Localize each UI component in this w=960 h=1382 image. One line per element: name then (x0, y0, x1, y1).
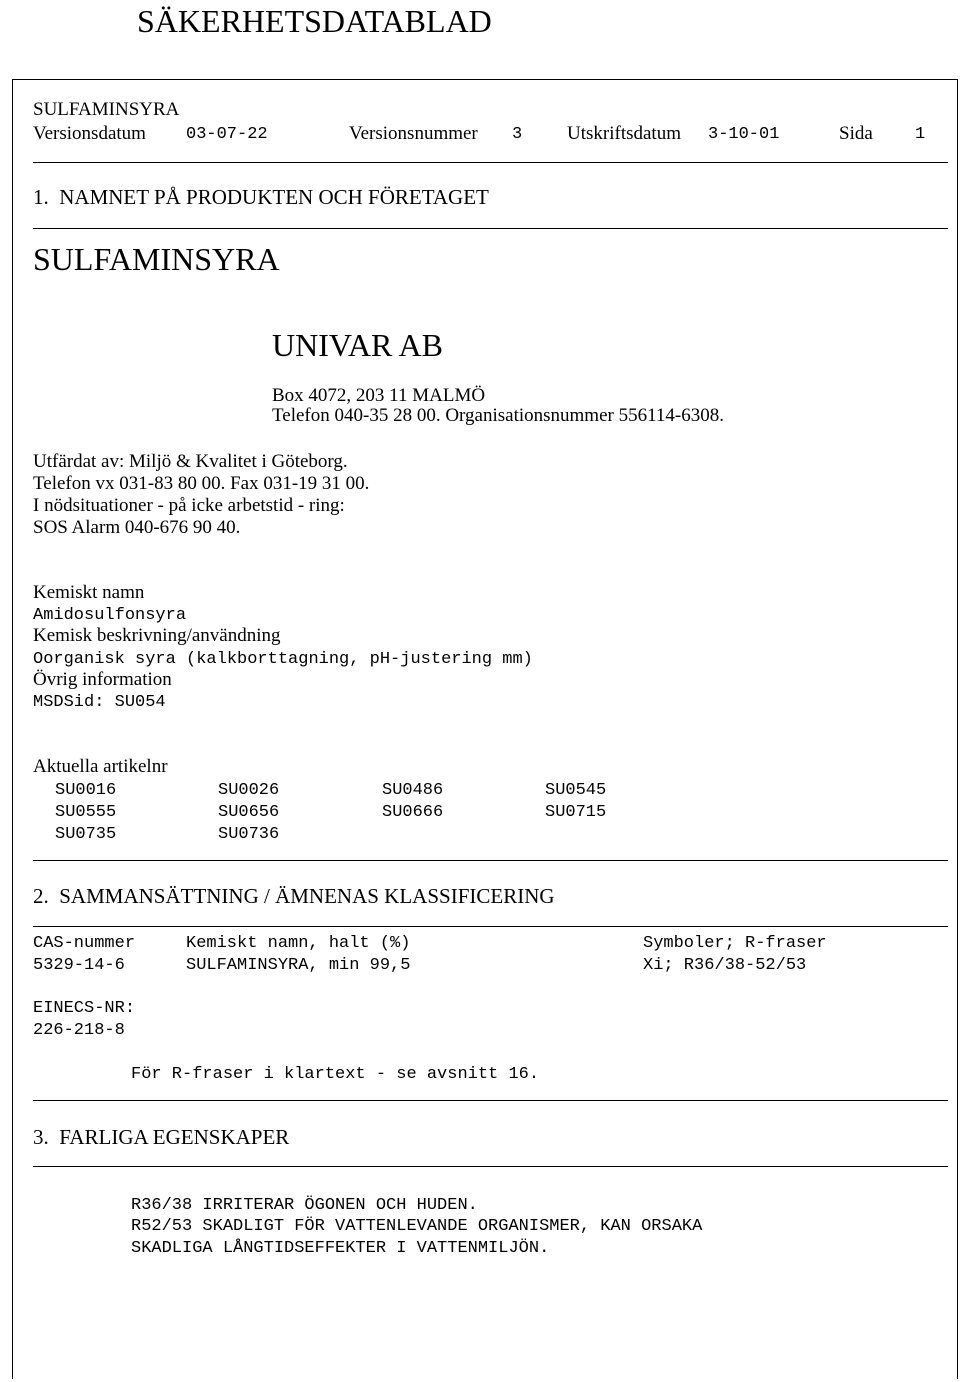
section3-divider (33, 1166, 948, 1167)
header-versionsnummer-label: Versionsnummer (349, 123, 478, 144)
einecs-label: EINECS-NR: (33, 999, 136, 1018)
article-number: SU0486 (382, 781, 444, 800)
header-versionsdatum-label: Versionsdatum (33, 123, 146, 144)
einecs-value: 226-218-8 (33, 1021, 125, 1040)
col-header-symbols: Symboler; R-fraser (643, 934, 827, 953)
article-number: SU0555 (55, 803, 117, 822)
product-name: SULFAMINSYRA (33, 241, 280, 277)
company-phone: Telefon 040-35 28 00. Organisationsnummer 556114-6308. (272, 405, 724, 426)
chem-desc-label: Kemisk beskrivning/användning (33, 625, 281, 646)
issuer-line-3: I nödsituationer - på icke arbetstid - ring: (33, 495, 345, 516)
article-number: SU0736 (218, 825, 280, 844)
section2-divider-top (33, 860, 948, 861)
section2-heading: 2. SAMMANSÄTTNING / ÄMNENAS KLASSIFICERING (33, 884, 555, 908)
header-product: SULFAMINSYRA (33, 99, 180, 120)
hazard-line-2: R52/53 SKADLIGT FÖR VATTENLEVANDE ORGANISMER, KAN ORSAKA (131, 1217, 703, 1236)
header-versionsdatum-value: 03-07-22 (186, 125, 268, 144)
section1-divider (33, 228, 948, 229)
company-name: UNIVAR AB (272, 327, 443, 363)
hazard-line-1: R36/38 IRRITERAR ÖGONEN OCH HUDEN. (131, 1196, 478, 1215)
header-sida-label: Sida (839, 123, 873, 144)
frame-top-border (12, 79, 958, 80)
section3-heading: 3. FARLIGA EGENSKAPER (33, 1125, 290, 1149)
r-phrases-note: För R-fraser i klartext - se avsnitt 16. (131, 1065, 540, 1084)
row-name: SULFAMINSYRA, min 99,5 (186, 956, 411, 975)
header-divider (33, 162, 948, 163)
issuer-line-2: Telefon vx 031-83 80 00. Fax 031-19 31 00. (33, 473, 370, 494)
article-number: SU0026 (218, 781, 280, 800)
frame-left-border (12, 79, 13, 1379)
other-info-label: Övrig information (33, 669, 172, 690)
articles-label: Aktuella artikelnr (33, 756, 168, 777)
article-number: SU0735 (55, 825, 117, 844)
row-cas: 5329-14-6 (33, 956, 125, 975)
hazard-line-3: SKADLIGA LÅNGTIDSEFFEKTER I VATTENMILJÖN. (131, 1239, 550, 1258)
chem-name-label: Kemiskt namn (33, 582, 145, 603)
frame-right-border (957, 79, 958, 1379)
col-header-name: Kemiskt namn, halt (%) (186, 934, 411, 953)
section3-divider-top (33, 1100, 948, 1101)
chem-desc-value: Oorganisk syra (kalkborttagning, pH-justering mm) (33, 650, 533, 669)
header-sida-value: 1 (915, 125, 926, 144)
other-info-value: MSDSid: SU054 (33, 693, 166, 712)
header-versionsnummer-value: 3 (512, 125, 523, 144)
issuer-line-1: Utfärdat av: Miljö & Kvalitet i Göteborg. (33, 451, 348, 472)
row-symbols: Xi; R36/38-52/53 (643, 956, 807, 975)
header-utskriftsdatum-value: 3-10-01 (708, 125, 780, 144)
article-number: SU0666 (382, 803, 444, 822)
col-header-cas: CAS-nummer (33, 934, 136, 953)
chem-name-value: Amidosulfonsyra (33, 606, 187, 625)
company-address: Box 4072, 203 11 MALMÖ (272, 385, 486, 406)
article-number: SU0715 (545, 803, 607, 822)
article-number: SU0016 (55, 781, 117, 800)
header-utskriftsdatum-label: Utskriftsdatum (567, 123, 681, 144)
section2-divider (33, 926, 948, 927)
document-title: SÄKERHETSDATABLAD (137, 3, 492, 39)
section1-heading: 1. NAMNET PÅ PRODUKTEN OCH FÖRETAGET (33, 185, 489, 209)
article-number: SU0545 (545, 781, 607, 800)
article-number: SU0656 (218, 803, 280, 822)
issuer-line-4: SOS Alarm 040-676 90 40. (33, 517, 241, 538)
